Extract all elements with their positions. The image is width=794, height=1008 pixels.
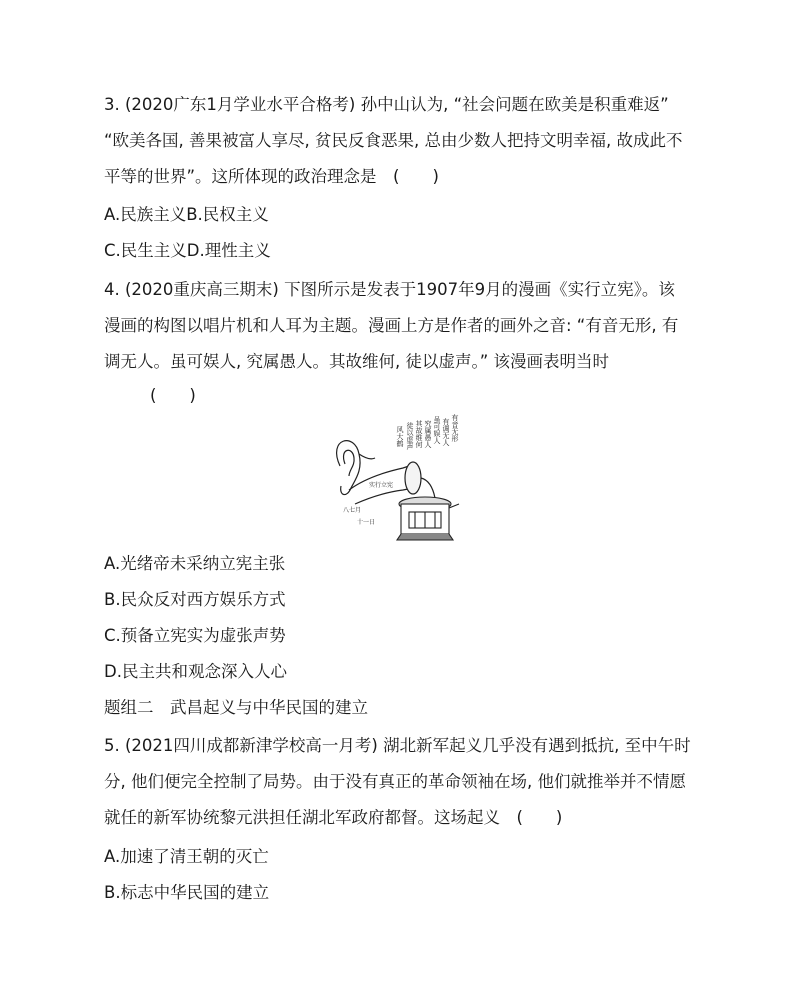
cartoon-poem-col-4: 究属愚人	[424, 420, 432, 448]
q5-stem-line-2: 分, 他们便完全控制了局势。由于没有真正的革命领袖在场, 他们就推举并不情愿	[104, 772, 686, 791]
q3-stem-line-1: 3. (2020广东1月学业水平合格考) 孙中山认为, “社会问题在欧美是积重难返”	[104, 95, 669, 114]
gramophone-box	[397, 497, 459, 540]
q4-option-c: C.预备立宪实为虚张声势	[104, 626, 286, 645]
cartoon-poem-col-3: 虽可娱人	[433, 416, 441, 444]
cartoon-date-col-2: 十一日	[357, 519, 376, 526]
cartoon-poem-col-1: 有音无形	[451, 414, 459, 442]
q3-option-cd: C.民生主义D.理性主义	[104, 241, 271, 260]
q4-stem-line-2: 漫画的构图以唱片机和人耳为主题。漫画上方是作者的画外之音: “有音无形, 有	[104, 316, 679, 335]
cartoon-poem-col-6: 徒以虚声	[406, 422, 414, 450]
cartoon-poem-col-2: 有调无人	[442, 418, 450, 446]
section-title: 题组二 武昌起义与中华民国的建立	[104, 698, 368, 717]
cartoon-banner-text: 实行立宪	[369, 482, 394, 489]
q5-option-a: A.加速了清王朝的灭亡	[104, 847, 269, 866]
q5-stem-line-1: 5. (2021四川成都新津学校高一月考) 湖北新军起义几乎没有遇到抵抗, 至中午时	[104, 736, 691, 755]
q4-stem-line-3: 调无人。虽可娱人, 究属愚人。其故维何, 徒以虚声。” 该漫画表明当时	[104, 352, 610, 371]
cartoon-date-col-1: 八七月	[343, 507, 362, 514]
q5-stem-line-3: 就任的新军协统黎元洪担任湖北军政府都督。这场起义 ( )	[104, 808, 563, 827]
q3-stem-line-3: 平等的世界”。这所体现的政治理念是 ( )	[104, 167, 439, 186]
q4-option-a: A.光绪帝未采纳立宪主张	[104, 554, 286, 573]
cartoon-figure	[325, 408, 475, 546]
cartoon-poem-col-7: 风大鹤	[396, 426, 404, 447]
q4-option-d: D.民主共和观念深入人心	[104, 662, 287, 681]
q4-answer-bracket: ( )	[150, 386, 196, 405]
q5-option-b: B.标志中华民国的建立	[104, 883, 270, 902]
q3-option-ab: A.民族主义B.民权主义	[104, 205, 269, 224]
cartoon-poem-col-5: 其故维何	[415, 420, 423, 448]
q3-stem-line-2: “欧美各国, 善果被富人享尽, 贫民反食恶果, 总由少数人把持文明幸福, 故成此不	[104, 131, 683, 150]
q4-option-b: B.民众反对西方娱乐方式	[104, 590, 286, 609]
q4-stem-line-1: 4. (2020重庆高三期末) 下图所示是发表于1907年9月的漫画《实行立宪》。该	[104, 280, 675, 299]
